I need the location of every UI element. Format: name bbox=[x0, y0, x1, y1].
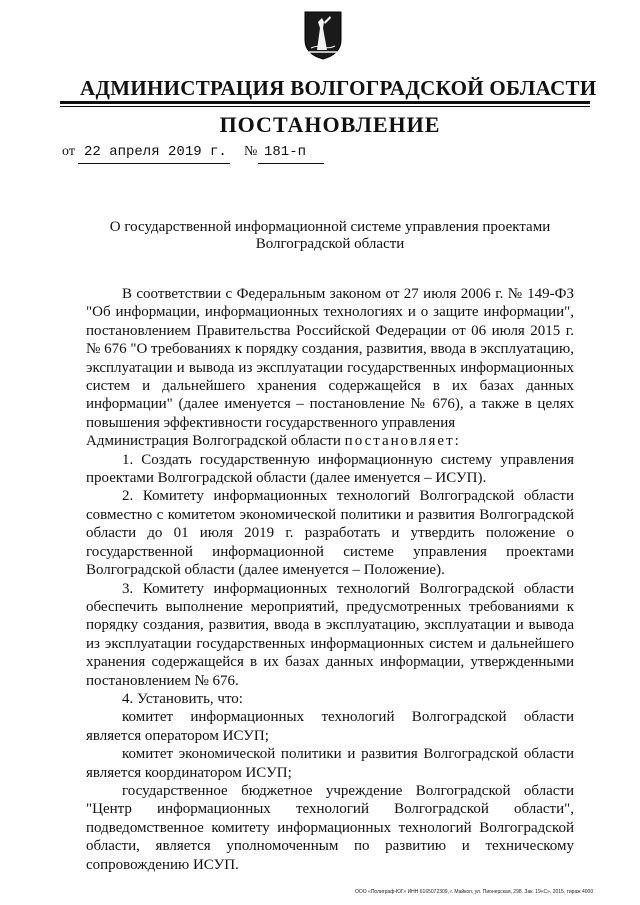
paragraph-item-4-b: комитет экономической политики и развития Волгоградской области является координатором ИСУП; bbox=[86, 746, 574, 781]
date-prefix: от bbox=[62, 144, 75, 159]
paragraph-decree bbox=[86, 432, 574, 450]
decree-subject: Администрация Волгоградской области bbox=[86, 433, 341, 450]
document-subject bbox=[100, 219, 560, 253]
paragraph-item-4-a: комитет информационных технологий Волгоградской области является оператором ИСУП; bbox=[86, 709, 574, 744]
date-value: 22 апреля 2019 г. bbox=[84, 144, 227, 160]
header-rule-thin bbox=[60, 106, 590, 107]
coat-of-arms-emblem bbox=[303, 10, 343, 60]
paragraph-item-3: 3. Комитету информационных технологий Волгоградской области обеспечить выполнение мероприятий, предусмотренных требованиями к порядку создания, развития, ввода в эксплуатацию, эксплуатации и вывода из эксплуатации государственных информационных систем и дальнейшего хранения содержащейся в их базах данных информации, утвержденными постановлением № 676. bbox=[86, 580, 574, 689]
date-underline bbox=[78, 163, 230, 164]
paragraph-item-4: 4. Установить, что: bbox=[122, 690, 243, 707]
paragraph-item-2: 2. Комитету информационных технологий Волгоградской области совместно с комитетом экономической политики и развития Волгоградской области до 01 июля 2019 г. разработать и утвердить положение о государственной информационной системе управления проектами Волгоградской области (далее именуется – Положение). bbox=[86, 488, 574, 579]
organization-title: АДМИНИСТРАЦИЯ ВОЛГОГРАДСКОЙ ОБЛАСТИ bbox=[80, 76, 597, 100]
subject-line-2: Волгоградской области bbox=[255, 236, 405, 252]
decree-verb: постановляет: bbox=[344, 433, 461, 450]
paragraph-item-4-c: государственное бюджетное учреждение Волгоградской области "Центр информационных технологий Волгоградской области", подведомственное комитету информационных технологий Волгоградской области, является уполномоченным по развитию и техническому сопровождению ИСУП. bbox=[86, 782, 574, 873]
number-underline bbox=[258, 163, 324, 164]
paragraph-intro: В соответствии с Федеральным законом от 27 июля 2006 г. № 149-ФЗ "Об информации, информационных технологиях и о защите информации", постановлением Правительства Российской Федерации от 06 июля 2015 г. № 676 "О требованиях к порядку создания, развития, ввода в эксплуатацию, эксплуатации и вывода из эксплуатации государственных информационных систем и дальнейшего хранения содержащейся в их базах данных информации" (далее именуется – постановление № 676), а также в целях повышения эффективности государственного управления bbox=[86, 286, 574, 431]
document-type-title: ПОСТАНОВЛЕНИЕ bbox=[219, 112, 441, 137]
subject-line-1: О государственной информационной системе управления проектами bbox=[109, 219, 551, 235]
document-body bbox=[86, 285, 574, 874]
header-rule-thick bbox=[60, 101, 590, 104]
printer-imprint: ООО «Полиграф-ЮГ» ИНН 6165072309, г. Майкоп, ул. Пионерская, 298. Зак. 19«С», 2015, тираж 4000 bbox=[355, 889, 594, 895]
number-value: 181-п bbox=[264, 144, 307, 160]
paragraph-item-1: 1. Создать государственную информационную систему управления проектами Волгоградской области (далее именуется – ИСУП). bbox=[86, 451, 574, 487]
number-prefix: № bbox=[244, 144, 258, 159]
